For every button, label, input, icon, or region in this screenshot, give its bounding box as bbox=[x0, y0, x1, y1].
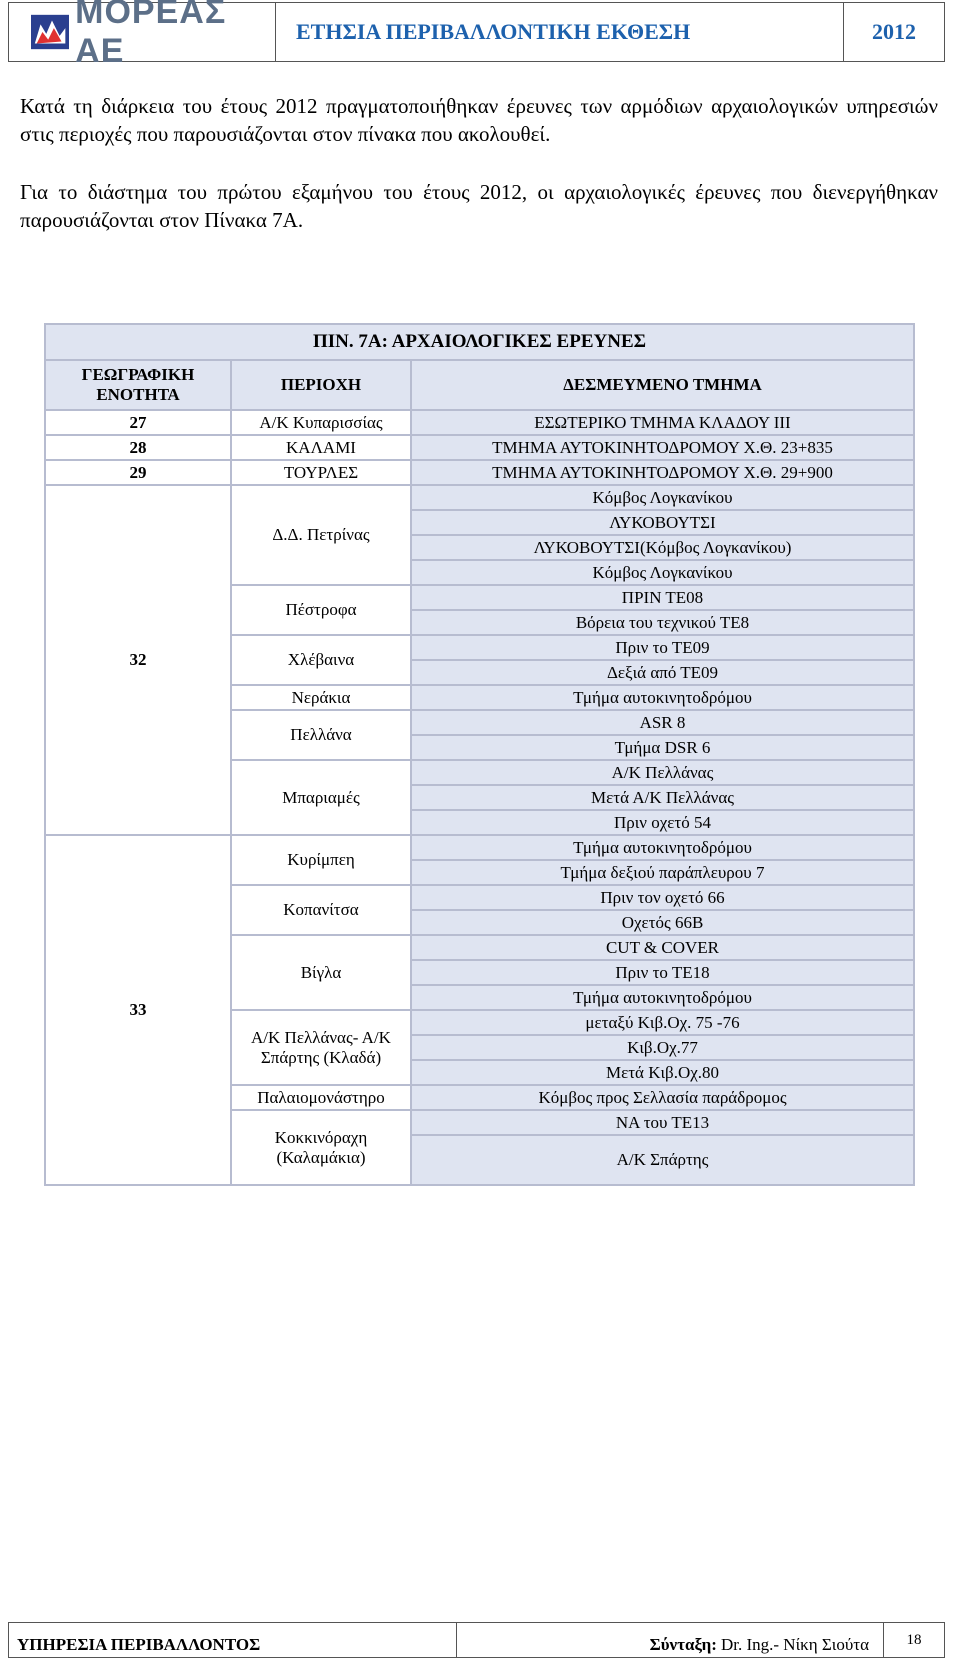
area-cell: Παλαιομονάστηρο bbox=[231, 1085, 411, 1110]
dept-cell: Πριν οχετό 54 bbox=[411, 810, 914, 835]
dept-cell: Μετά Α/Κ Πελλάνας bbox=[411, 785, 914, 810]
dept-cell: ΕΣΩΤΕΡΙΚΟ ΤΜΗΜΑ ΚΛΑΔΟΥ ΙΙΙ bbox=[411, 410, 914, 435]
dept-cell: Οχετός 66Β bbox=[411, 910, 914, 935]
area-cell: Πέστροφα bbox=[231, 585, 411, 635]
area-cell: Μπαριαμές bbox=[231, 760, 411, 835]
unit-cell: 28 bbox=[45, 435, 231, 460]
area-cell: Νεράκια bbox=[231, 685, 411, 710]
dept-cell: Πριν το ΤΕ18 bbox=[411, 960, 914, 985]
intro-paragraph: Κατά τη διάρκεια του έτους 2012 πραγματοποιήθηκαν έρευνες των αρμόδιων αρχαιολογικών υπηρεσιών στις περιοχές που παρουσιάζονται στον πίνακα που ακολουθεί. bbox=[20, 94, 938, 146]
footer-author bbox=[457, 1623, 884, 1657]
dept-cell: Α/Κ Σπάρτης bbox=[411, 1135, 914, 1185]
dept-cell: Πριν το ΤΕ09 bbox=[411, 635, 914, 660]
dept-cell: ΛΥΚΟΒΟΥΤΣΙ(Κόμβος Λογκανίκου) bbox=[411, 535, 914, 560]
dept-cell: Βόρεια του τεχνικού ΤΕ8 bbox=[411, 610, 914, 635]
archaeological-research-table bbox=[44, 323, 915, 1186]
area-cell: Κοκκινόραχη (Καλαμάκια) bbox=[231, 1110, 411, 1185]
report-year: 2012 bbox=[872, 19, 916, 44]
dept-cell: Α/Κ Πελλάνας bbox=[411, 760, 914, 785]
dept-cell: ΤΜΗΜΑ ΑΥΤΟΚΙΝΗΤΟΔΡΟΜΟΥ Χ.Θ. 29+900 bbox=[411, 460, 914, 485]
header-area: ΠΕΡΙΟΧΗ bbox=[231, 360, 411, 410]
area-cell: Πελλάνα bbox=[231, 710, 411, 760]
dept-cell: Τμήμα αυτοκινητοδρόμου bbox=[411, 685, 914, 710]
company-logo-icon bbox=[31, 14, 69, 50]
dept-cell: Τμήμα αυτοκινητοδρόμου bbox=[411, 835, 914, 860]
footer-author-label: Σύνταξη: bbox=[649, 1635, 717, 1654]
page-header bbox=[8, 0, 945, 70]
area-cell: Κυρίμπεη bbox=[231, 835, 411, 885]
area-cell: Δ.Δ. Πετρίνας bbox=[231, 485, 411, 585]
dept-cell: Τμήμα αυτοκινητοδρόμου bbox=[411, 985, 914, 1010]
area-cell: Κοπανίτσα bbox=[231, 885, 411, 935]
area-cell: Α/Κ Πελλάνας- Α/Κ Σπάρτης (Κλαδά) bbox=[231, 1010, 411, 1085]
report-title: ΕΤΗΣΙΑ ΠΕΡΙΒΑΛΛΟΝΤΙΚΗ ΕΚΘΕΣΗ bbox=[276, 3, 844, 61]
dept-cell: Πριν τον οχετό 66 bbox=[411, 885, 914, 910]
table-title: ΠΙΝ. 7Α: ΑΡΧΑΙΟΛΟΓΙΚΕΣ ΕΡΕΥΝΕΣ bbox=[45, 324, 914, 360]
dept-cell: Κιβ.Οχ.77 bbox=[411, 1035, 914, 1060]
page-number: 18 bbox=[906, 1631, 922, 1648]
header-reserved-section: ΔΕΣΜΕΥΜΕΝΟ ΤΜΗΜΑ bbox=[411, 360, 914, 410]
dept-cell: Δεξιά από ΤΕ09 bbox=[411, 660, 914, 685]
dept-cell: Τμήμα δεξιού παράπλευρου 7 bbox=[411, 860, 914, 885]
unit-cell: 32 bbox=[45, 485, 231, 835]
page-footer bbox=[8, 1622, 945, 1658]
dept-cell: CUT & COVER bbox=[411, 935, 914, 960]
area-cell: Βίγλα bbox=[231, 935, 411, 1010]
dept-cell: Τμήμα DSR 6 bbox=[411, 735, 914, 760]
dept-cell: ΝΑ του ΤΕ13 bbox=[411, 1110, 914, 1135]
logo-text: ΜΟΡΕΑΣ ΑΕ bbox=[75, 0, 227, 70]
unit-cell: 33 bbox=[45, 835, 231, 1185]
footer-author-name: Dr. Ing.- Νίκη Σιούτα bbox=[720, 1635, 869, 1654]
area-cell: ΚΑΛΑΜΙ bbox=[231, 435, 411, 460]
dept-cell: Κόμβος Λογκανίκου bbox=[411, 485, 914, 510]
table-row bbox=[45, 460, 914, 485]
dept-cell: ΛΥΚΟΒΟΥΤΣΙ bbox=[411, 510, 914, 535]
area-cell: Χλέβαινα bbox=[231, 635, 411, 685]
area-cell: ΤΟΥΡΛΕΣ bbox=[231, 460, 411, 485]
dept-cell: μεταξύ Κιβ.Οχ. 75 -76 bbox=[411, 1010, 914, 1035]
logo bbox=[9, 0, 276, 70]
table-row bbox=[45, 410, 914, 435]
dept-cell: ΠΡΙΝ ΤΕ08 bbox=[411, 585, 914, 610]
unit-cell: 29 bbox=[45, 460, 231, 485]
dept-cell: Κόμβος Λογκανίκου bbox=[411, 560, 914, 585]
dept-cell: ASR 8 bbox=[411, 710, 914, 735]
table-reference-paragraph: Για το διάστημα του πρώτου εξαμήνου του έτους 2012, οι αρχαιολογικές έρευνες που διενεργήθηκαν παρουσιάζονται στον Πίνακα 7Α. bbox=[20, 180, 938, 232]
area-cell: Α/Κ Κυπαρισσίας bbox=[231, 410, 411, 435]
dept-cell: Κόμβος προς Σελλασία παράδρομος bbox=[411, 1085, 914, 1110]
unit-cell: 27 bbox=[45, 410, 231, 435]
dept-cell: ΤΜΗΜΑ ΑΥΤΟΚΙΝΗΤΟΔΡΟΜΟΥ Χ.Θ. 23+835 bbox=[411, 435, 914, 460]
table-row bbox=[45, 435, 914, 460]
footer-department: ΥΠΗΡΕΣΙΑ ΠΕΡΙΒΑΛΛΟΝΤΟΣ bbox=[9, 1623, 457, 1657]
dept-cell: Μετά Κιβ.Οχ.80 bbox=[411, 1060, 914, 1085]
header-geographic-unit: ΓΕΩΓΡΑΦΙΚΗ ΕΝΟΤΗΤΑ bbox=[45, 360, 231, 410]
